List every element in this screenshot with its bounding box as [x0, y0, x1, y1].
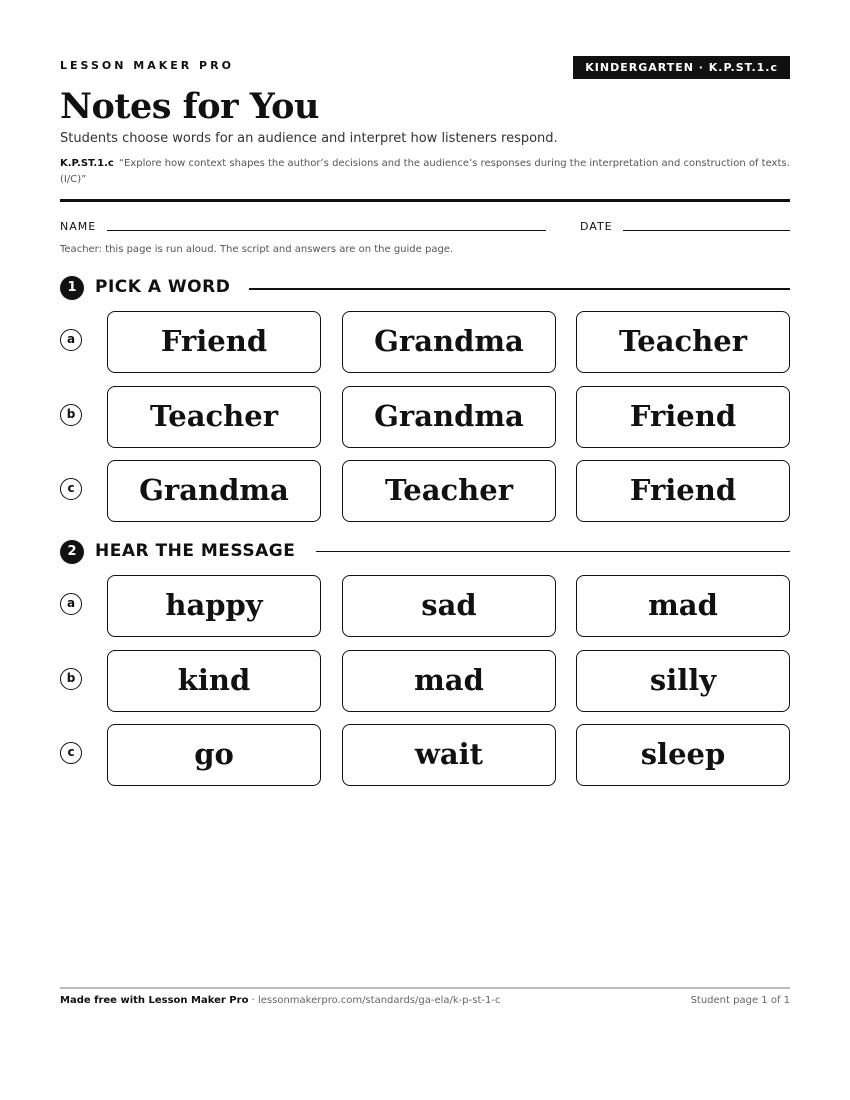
word-row — [60, 386, 790, 448]
word-choice-card[interactable]: Grandma — [342, 386, 556, 448]
word-row — [60, 460, 790, 522]
section-number-badge: 1 — [60, 276, 84, 300]
standard-description — [60, 156, 790, 188]
name-field[interactable] — [107, 230, 546, 231]
word-choice-card[interactable]: sleep — [576, 724, 790, 786]
section-title: PICK A WORD — [95, 277, 231, 297]
word-choice-card[interactable]: Grandma — [342, 311, 556, 373]
page-title: Notes for You — [60, 86, 319, 127]
footer-page-info: Student page 1 of 1 — [690, 995, 790, 1006]
word-row — [60, 650, 790, 712]
row-letter-badge: b — [60, 668, 82, 690]
row-letter-badge: a — [60, 593, 82, 615]
section-title: HEAR THE MESSAGE — [95, 541, 296, 561]
row-letter-badge: c — [60, 742, 82, 764]
section-pick-a-word-header — [60, 276, 790, 300]
section-rule — [249, 288, 790, 290]
section-number-badge: 2 — [60, 540, 84, 564]
word-row — [60, 724, 790, 786]
word-choice-card[interactable]: sad — [342, 575, 556, 637]
word-choice-card[interactable]: go — [107, 724, 321, 786]
header-divider — [60, 199, 790, 202]
word-row — [60, 311, 790, 373]
grade-badge: KINDERGARTEN · K.P.ST.1.c — [573, 56, 790, 79]
row-letter-badge: a — [60, 329, 82, 351]
name-date-row — [60, 220, 790, 234]
section-rule — [316, 551, 790, 552]
footer-made-with: Made free with Lesson Maker Pro — [60, 995, 249, 1006]
word-row — [60, 575, 790, 637]
footer-divider — [60, 987, 790, 989]
standard-code: K.P.ST.1.c — [60, 158, 114, 169]
footer-url-link[interactable]: · lessonmakerpro.com/standards/ga-ela/k-p-st-1-c — [248, 995, 501, 1006]
page-subtitle: Students choose words for an audience and interpret how listeners respond. — [60, 131, 558, 146]
date-label: DATE — [580, 220, 613, 233]
word-choice-card[interactable]: Grandma — [107, 460, 321, 522]
footer-credit — [60, 995, 500, 1006]
section-hear-the-message-header — [60, 540, 790, 564]
teacher-note: Teacher: this page is run aloud. The script and answers are on the guide page. — [60, 244, 454, 255]
word-choice-card[interactable]: Teacher — [342, 460, 556, 522]
word-choice-card[interactable]: kind — [107, 650, 321, 712]
word-choice-card[interactable]: Friend — [576, 460, 790, 522]
row-letter-badge: b — [60, 404, 82, 426]
standard-text: “Explore how context shapes the author’s decisions and the audience’s responses during the interpretation and construction of texts. (I/C)” — [60, 158, 790, 185]
word-choice-card[interactable]: happy — [107, 575, 321, 637]
word-choice-card[interactable]: Friend — [576, 386, 790, 448]
worksheet-page — [60, 0, 790, 1100]
word-choice-card[interactable]: Teacher — [107, 386, 321, 448]
word-choice-card[interactable]: mad — [576, 575, 790, 637]
date-field[interactable] — [623, 230, 790, 231]
word-choice-card[interactable]: mad — [342, 650, 556, 712]
row-letter-badge: c — [60, 478, 82, 500]
word-choice-card[interactable]: Teacher — [576, 311, 790, 373]
word-choice-card[interactable]: Friend — [107, 311, 321, 373]
word-choice-card[interactable]: silly — [576, 650, 790, 712]
name-label: NAME — [60, 220, 97, 233]
brand-name: LESSON MAKER PRO — [60, 59, 234, 72]
word-choice-card[interactable]: wait — [342, 724, 556, 786]
